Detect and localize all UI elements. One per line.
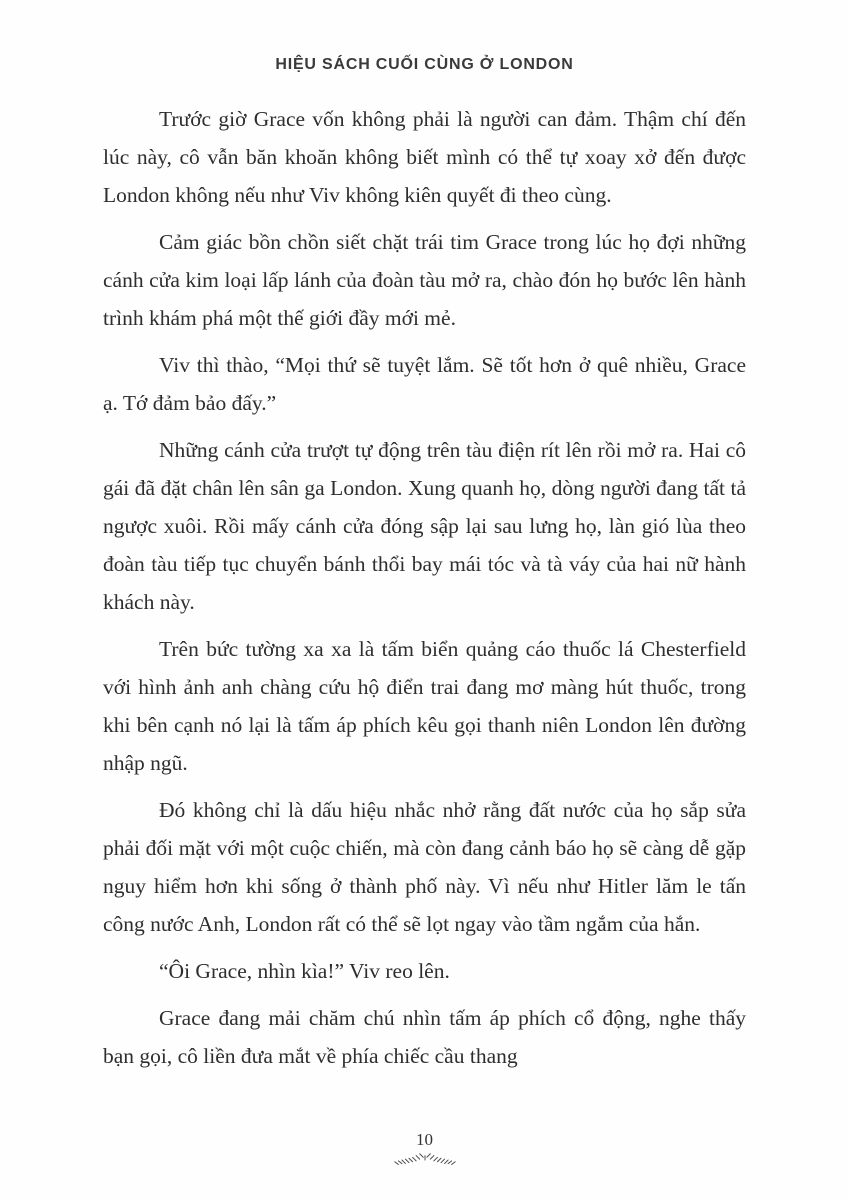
paragraph: Trước giờ Grace vốn không phải là người can đảm. Thậm chí đến lúc này, cô vẫn băn khoăn không biết mình có thể tự xoay xở đến được London không nếu như Viv không kiên quyết đi theo cùng. bbox=[103, 107, 746, 207]
paragraph: Cảm giác bồn chồn siết chặt trái tim Grace trong lúc họ đợi những cánh cửa kim loại lấp lánh của đoàn tàu mở ra, chào đón họ bước lên hành trình khám phá một thế giới đầy mới mẻ. bbox=[103, 230, 746, 330]
page-body bbox=[103, 100, 746, 1075]
paragraph: Trên bức tường xa xa là tấm biển quảng cáo thuốc lá Chesterfield với hình ảnh anh chàng cứu hộ điển trai đang mơ màng hút thuốc, trong khi bên cạnh nó lại là tấm áp phích kêu gọi thanh niên London lên đường nhập ngũ. bbox=[103, 637, 746, 775]
page-number: 10 bbox=[416, 1130, 433, 1149]
paragraph: Grace đang mải chăm chú nhìn tấm áp phích cổ động, nghe thấy bạn gọi, cô liền đưa mắt về phía chiếc cầu thang bbox=[103, 1006, 746, 1068]
paragraph: Những cánh cửa trượt tự động trên tàu điện rít lên rồi mở ra. Hai cô gái đã đặt chân lên sân ga London. Xung quanh họ, dòng người đang tất tả ngược xuôi. Rồi mấy cánh cửa đóng sập lại sau lưng họ, làn gió lùa theo đoàn tàu tiếp tục chuyển bánh thổi bay mái tóc và tà váy của hai nữ hành khách này. bbox=[103, 438, 746, 614]
paragraph: Đó không chỉ là dấu hiệu nhắc nhở rằng đất nước của họ sắp sửa phải đối mặt với một cuộc chiến, mà còn đang cảnh báo họ sẽ càng dễ gặp nguy hiểm hơn khi sống ở thành phố này. Vì nếu như Hitler lăm le tấn công nước Anh, London rất có thể sẽ lọt ngay vào tầm ngắm của hắn. bbox=[103, 798, 746, 936]
laurel-ornament-icon bbox=[389, 1152, 461, 1168]
running-header: HIỆU SÁCH CUỐI CÙNG Ở LONDON bbox=[275, 56, 574, 73]
page-footer bbox=[0, 1130, 849, 1168]
paragraph: Viv thì thào, “Mọi thứ sẽ tuyệt lắm. Sẽ tốt hơn ở quê nhiều, Grace ạ. Tớ đảm bảo đấy.” bbox=[103, 353, 746, 415]
paragraph: “Ôi Grace, nhìn kìa!” Viv reo lên. bbox=[159, 959, 450, 983]
